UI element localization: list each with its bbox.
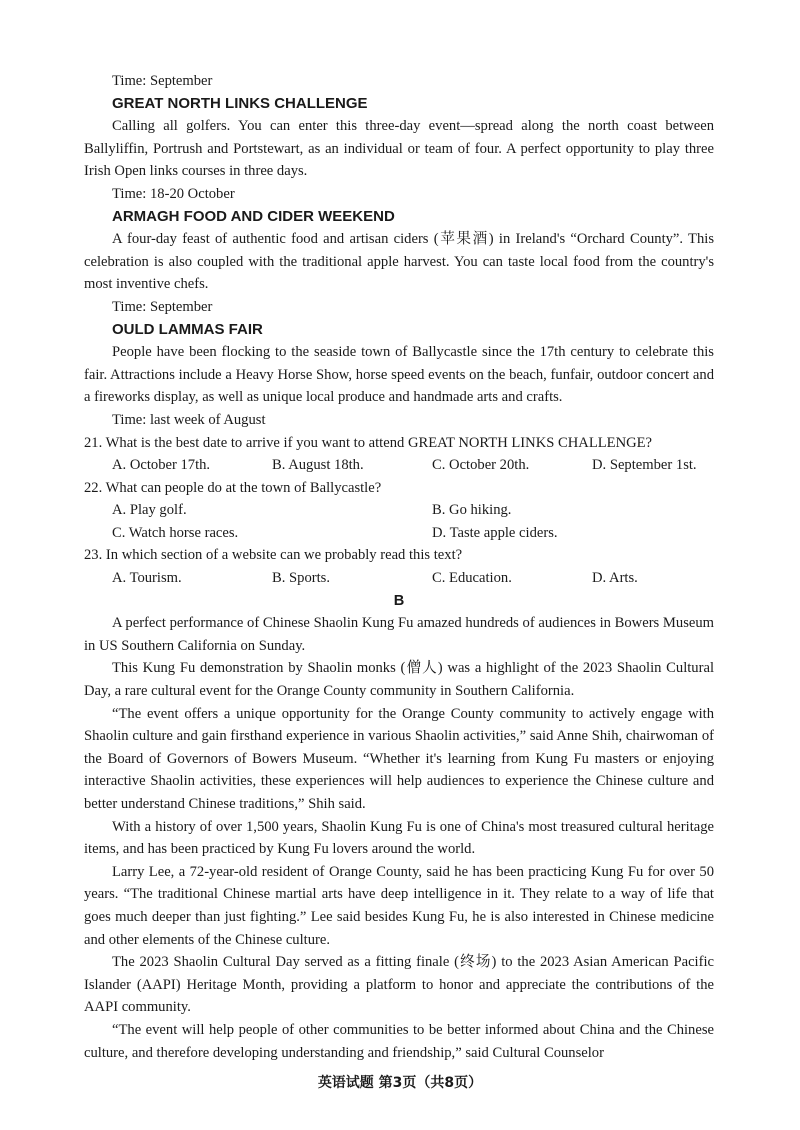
question-options [84,499,714,544]
paragraph: Calling all golfers. You can enter this three-day event—spread along the north coast between Ballyliffin, Portrush and Portstewart, as an individual or team of four. A perfect opportunity to play three Irish Open links courses in three days. [84,118,714,180]
option: B. Sports. [272,570,330,587]
option: D. Arts. [592,570,638,587]
question-stem: 22. What can people do at the town of Ballycastle? [84,479,382,496]
question-stem: 21. What is the best date to arrive if you want to attend GREAT NORTH LINKS CHALLENGE? [84,434,653,451]
section-heading: GREAT NORTH LINKS CHALLENGE [112,94,368,112]
time-line: Time: September [112,73,213,89]
paragraph: This Kung Fu demonstration by Shaolin monks (僧人) was a highlight of the 2023 Shaolin Cultural Day, a rare cultural event for the Orange County community in Southern California. [84,660,714,700]
question-options [84,454,714,477]
paragraph: “The event offers a unique opportunity for the Orange County community to actively engage with Shaolin culture and gain firsthand experience in various Shaolin activities,” said Anne Shih, chairwoman of the Board of Governors of Bowers Museum. “Whether it's learning from Kung Fu masters or enjoying interactive Shaolin activities, these experiences will help audiences to experience the Chinese culture and better understand Chinese traditions,” Shih said. [84,705,714,812]
option: A. Tourism. [112,570,182,587]
time-line: Time: last week of August [112,411,266,428]
paragraph: A perfect performance of Chinese Shaolin Kung Fu amazed hundreds of audiences in Bowers Museum in US Southern California on Sunday. [84,615,714,654]
option: C. October 20th. [432,457,530,474]
option: B. Go hiking. [432,502,512,519]
option: D. Taste apple ciders. [432,524,558,541]
section-letter: B [393,592,405,609]
paragraph: The 2023 Shaolin Cultural Day served as a fitting finale (终场) to the 2023 Asian American Pacific Islander (AAPI) Heritage Month, providing a platform to honor and appreciate the contributions of the AAPI community. [84,954,714,1016]
option: D. September 1st. [592,457,697,474]
exam-page [84,70,714,1064]
time-line: Time: September [112,298,213,315]
section-heading: ARMAGH FOOD AND CIDER WEEKEND [112,207,395,225]
option: C. Education. [432,570,512,587]
paragraph: A four-day feast of authentic food and artisan ciders (苹果酒) in Ireland's “Orchard County”. This celebration is also coupled with the traditional apple harvest. You can taste local food from the country's most inventive chefs. [84,231,714,293]
paragraph: People have been flocking to the seaside town of Ballycastle since the 17th century to celebrate this fair. Attractions include a Heavy Horse Show, horse speed events on the beach, funfair, outdoor concert and a fireworks display, as well as unique local produce and handmade arts and crafts. [84,344,714,406]
paragraph: With a history of over 1,500 years, Shaolin Kung Fu is one of China's most treasured cultural heritage items, and has been practiced by Kung Fu lovers around the world. [84,818,714,858]
section-heading: OULD LAMMAS FAIR [112,320,263,338]
option: B. August 18th. [272,457,364,474]
paragraph: Larry Lee, a 72-year-old resident of Orange County, said he has been practicing Kung Fu for over 50 years. “The traditional Chinese martial arts have deep intelligence in it. They relate to a way of life that goes much deeper than just fighting.” Lee said besides Kung Fu, he is also interested in Chinese medicine and other elements of the Chinese culture. [84,863,714,948]
paragraph: “The event will help people of other communities to be better informed about China and the Chinese culture, and therefore developing understanding and friendship,” said Cultural Counselor [84,1021,714,1061]
question-stem: 23. In which section of a website can we probably read this text? [84,547,463,564]
time-line: Time: 18-20 October [112,185,235,202]
option: C. Watch horse races. [112,524,239,541]
question-options [84,567,714,590]
option: A. Play golf. [112,502,187,519]
option: A. October 17th. [112,457,211,474]
page-footer: 英语试题 第3页（共8页） [317,1075,483,1091]
